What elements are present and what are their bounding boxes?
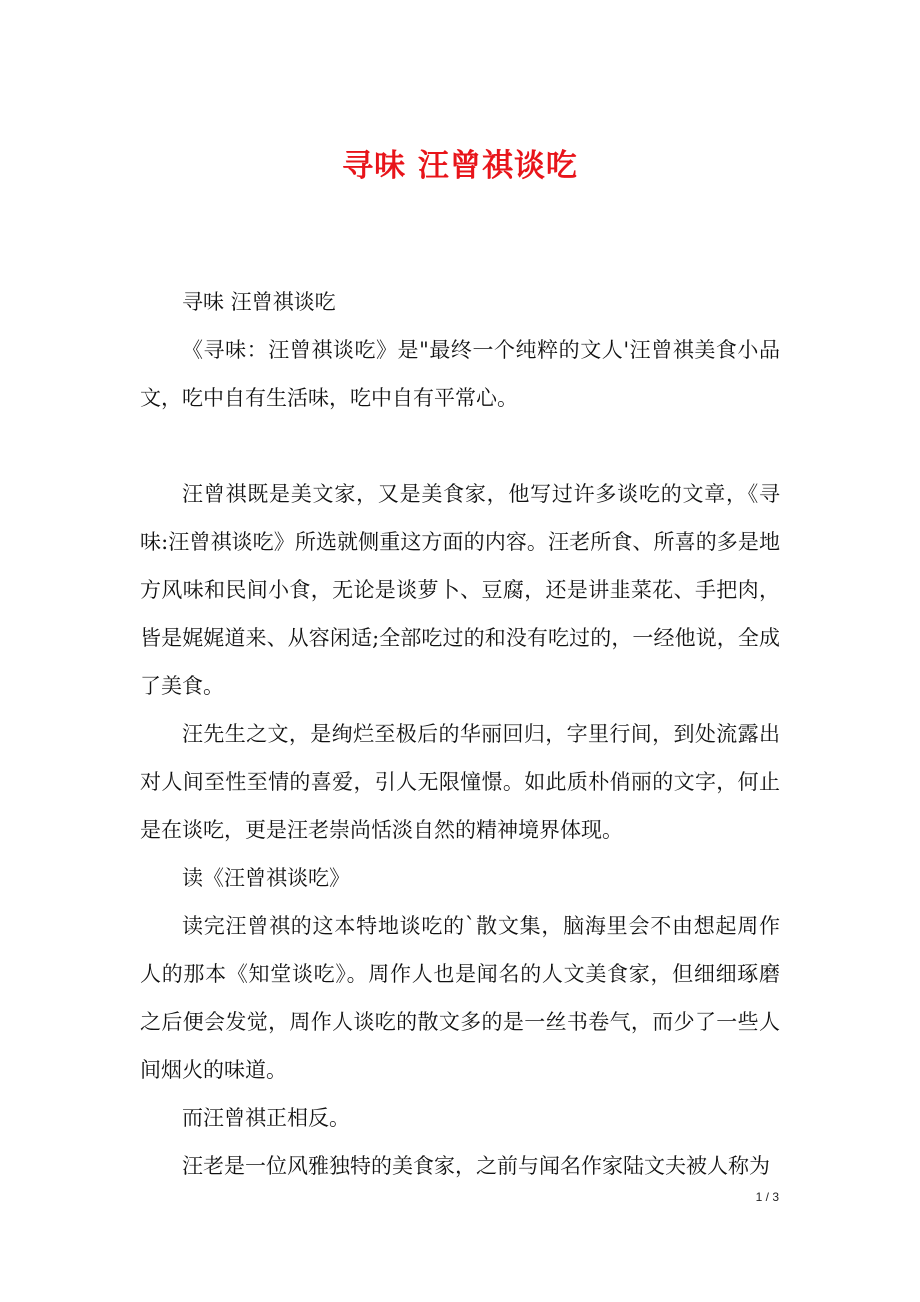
- paragraph-heading: 寻味 汪曾祺谈吃: [182, 290, 336, 314]
- paragraph: 汪先生之文，是绚烂至极后的华丽回归，字里行间，到处流露出对人间至性至情的喜爱，引人无限憧憬。如此质朴俏丽的文字，何止是在谈吃，更是汪老崇尚恬淡自然的精神境界体现。: [140, 722, 780, 842]
- page-number: 1 / 3: [755, 1190, 779, 1204]
- document-title: 寻味 汪曾祺谈吃: [342, 148, 578, 184]
- paragraph: 读完汪曾祺的这本特地谈吃的`散文集，脑海里会不由想起周作人的那本《知堂谈吃》。周作人也是闻名的人文美食家，但细细琢磨之后便会发觉，周作人谈吃的散文多的是一丝书卷气，而少了一些人间烟火的味道。: [140, 914, 780, 1082]
- paragraph-subheading: 读《汪曾祺谈吃》: [182, 866, 350, 890]
- document-body: [140, 278, 780, 1190]
- paragraph: 而汪曾祺正相反。: [182, 1106, 350, 1130]
- paragraph: 汪老是一位风雅独特的美食家，之前与闻名作家陆文夫被人称为: [182, 1154, 770, 1178]
- paragraph-intro: 《寻味：汪曾祺谈吃》是"最终一个纯粹的文人'汪曾祺美食小品文，吃中自有生活味，吃中自有平常心。: [140, 338, 780, 410]
- paragraph: 汪曾祺既是美文家，又是美食家，他写过许多谈吃的文章，《寻味:汪曾祺谈吃》所选就侧重这方面的内容。汪老所食、所喜的多是地方风味和民间小食，无论是谈萝卜、豆腐，还是讲韭菜花、手把肉，皆是娓娓道来、从容闲适;全部吃过的和没有吃过的，一经他说，全成了美食。: [140, 482, 780, 698]
